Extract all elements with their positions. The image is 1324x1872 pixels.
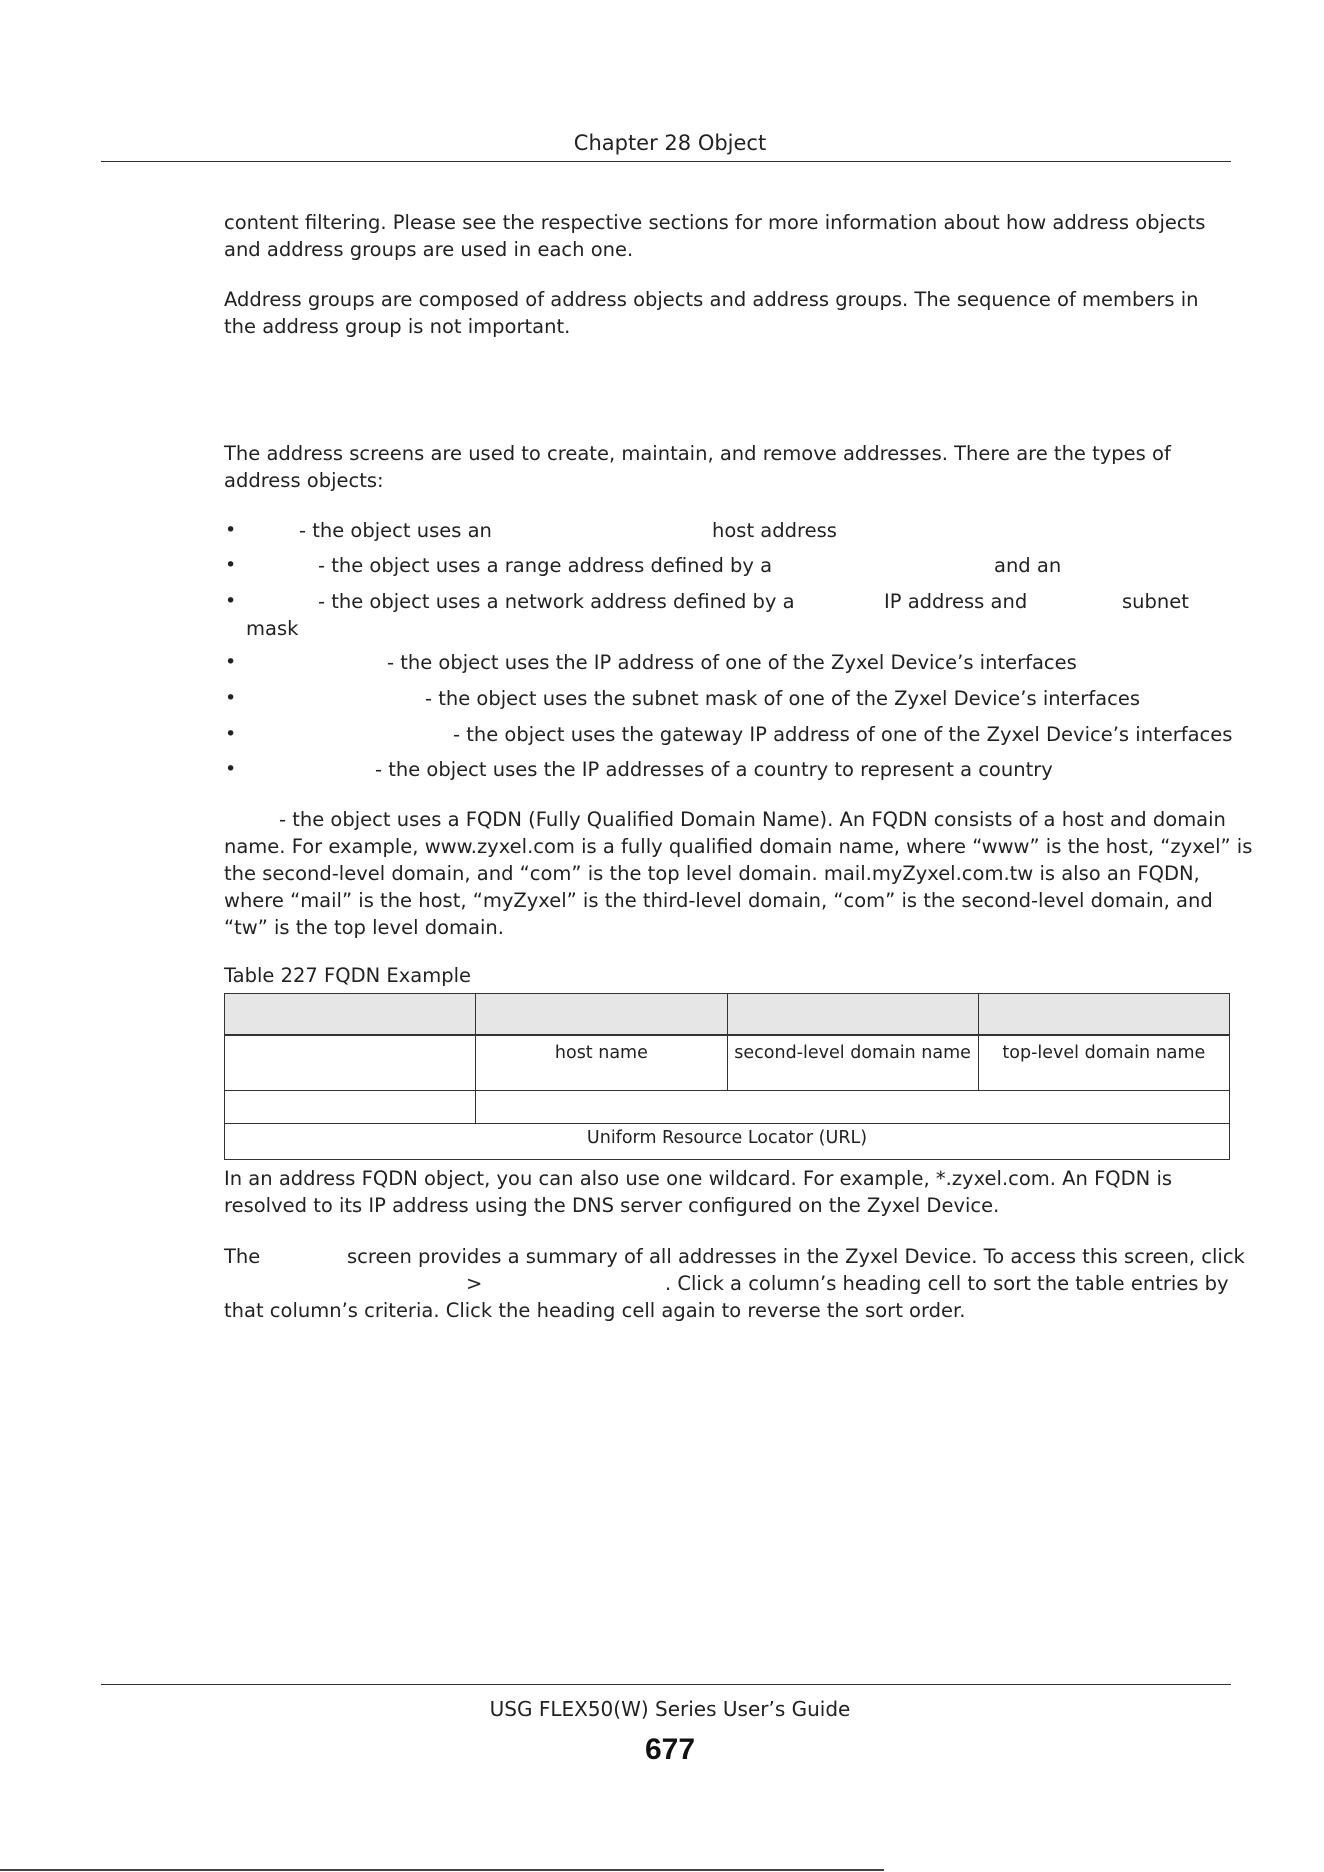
table-cell-url: Uniform Resource Locator (URL) [225, 1124, 1230, 1160]
bullet-range-text-b: and an [994, 554, 1062, 577]
footer-rule [101, 1684, 1231, 1685]
paragraph-address-screens: The address screens are used to create, maintain, and remove addresses. There are the types of address objects: [224, 442, 1171, 492]
table-header-row [225, 994, 1230, 1036]
fqdn-example-table [224, 993, 1230, 1160]
bullet-dot: • [225, 651, 237, 673]
summary-line-1b: screen provides a summary of all addresses in the Zyxel Device. To access this screen, click [347, 1245, 1245, 1268]
table-row [225, 1035, 1230, 1091]
table-header-cell [978, 994, 1229, 1036]
paragraph-content-filtering: content filtering. Please see the respective sections for more information about how address objects and address groups are used in each one. [224, 211, 1206, 261]
table-row [225, 1124, 1230, 1160]
bullet-host-text: - the object uses an [299, 519, 492, 542]
table-cell-host-name: host name [476, 1035, 727, 1091]
table-cell [225, 1035, 476, 1091]
table-caption: Table 227 FQDN Example [224, 964, 472, 987]
bullet-subnet-text-c: subnet [1122, 590, 1189, 613]
bullet-subnet-text-b: IP address and [884, 590, 1028, 613]
fqdn-line-3: the second-level domain, and “com” is the top level domain. mail.myZyxel.com.tw is also an FQDN, [224, 862, 1200, 885]
bullet-dot: • [225, 590, 237, 612]
bullet-dot: • [225, 758, 237, 780]
bullet-dot: • [225, 687, 237, 709]
table-cell-top-level-domain: top-level domain name [978, 1035, 1229, 1091]
bullet-dot: • [225, 519, 237, 541]
summary-line-2a: > [466, 1272, 483, 1295]
table-header-cell [225, 994, 476, 1036]
table-row [225, 1091, 1230, 1124]
bullet-host-text-b: host address [712, 519, 837, 542]
fqdn-line-1: - the object uses a FQDN (Fully Qualified Domain Name). An FQDN consists of a host and domain [279, 808, 1226, 831]
summary-line-2b: . Click a column’s heading cell to sort the table entries by [665, 1272, 1229, 1295]
bullet-range-text: - the object uses a range address defined by a [318, 554, 773, 577]
bullet-dot: • [225, 723, 237, 745]
table-cell [225, 1091, 476, 1124]
chapter-header: Chapter 28 Object [573, 131, 767, 155]
bullet-subnet-text: - the object uses a network address defined by a [318, 590, 795, 613]
table-cell-span [476, 1091, 1230, 1124]
bullet-interface-ip-text: - the object uses the IP address of one of the Zyxel Device’s interfaces [387, 651, 1077, 674]
bullet-interface-gateway-text: - the object uses the gateway IP address of one of the Zyxel Device’s interfaces [453, 723, 1233, 746]
table-header-cell [476, 994, 727, 1036]
summary-line-3: that column’s criteria. Click the heading cell again to reverse the sort order. [224, 1299, 966, 1322]
bottom-edge-line [0, 1869, 884, 1871]
table-header-cell [727, 994, 978, 1036]
fqdn-line-2: name. For example, www.zyxel.com is a fully qualified domain name, where “www” is the host, “zyxel” is [224, 835, 1253, 858]
paragraph-address-groups: Address groups are composed of address objects and address groups. The sequence of members in the address group is not important. [224, 288, 1199, 338]
paragraph-wildcard: In an address FQDN object, you can also use one wildcard. For example, *.zyxel.com. An FQDN is resolved to its IP address using the DNS server configured on the Zyxel Device. [224, 1167, 1173, 1217]
fqdn-line-4: where “mail” is the host, “myZyxel” is the third-level domain, “com” is the second-level domain, and [224, 889, 1213, 912]
bullet-dot: • [225, 554, 237, 576]
table-cell-second-level-domain: second-level domain name [727, 1035, 978, 1091]
summary-line-1a: The [224, 1245, 261, 1268]
bullet-geoip-text: - the object uses the IP addresses of a country to represent a country [375, 758, 1053, 781]
bullet-interface-subnet-text: - the object uses the subnet mask of one of the Zyxel Device’s interfaces [425, 687, 1140, 710]
header-rule [101, 161, 1231, 162]
footer-guide-title: USG FLEX50(W) Series User’s Guide [489, 1697, 851, 1721]
page-number: 677 [644, 1733, 696, 1766]
bullet-subnet-text-d: mask [246, 617, 299, 640]
fqdn-line-5: “tw” is the top level domain. [224, 916, 504, 939]
